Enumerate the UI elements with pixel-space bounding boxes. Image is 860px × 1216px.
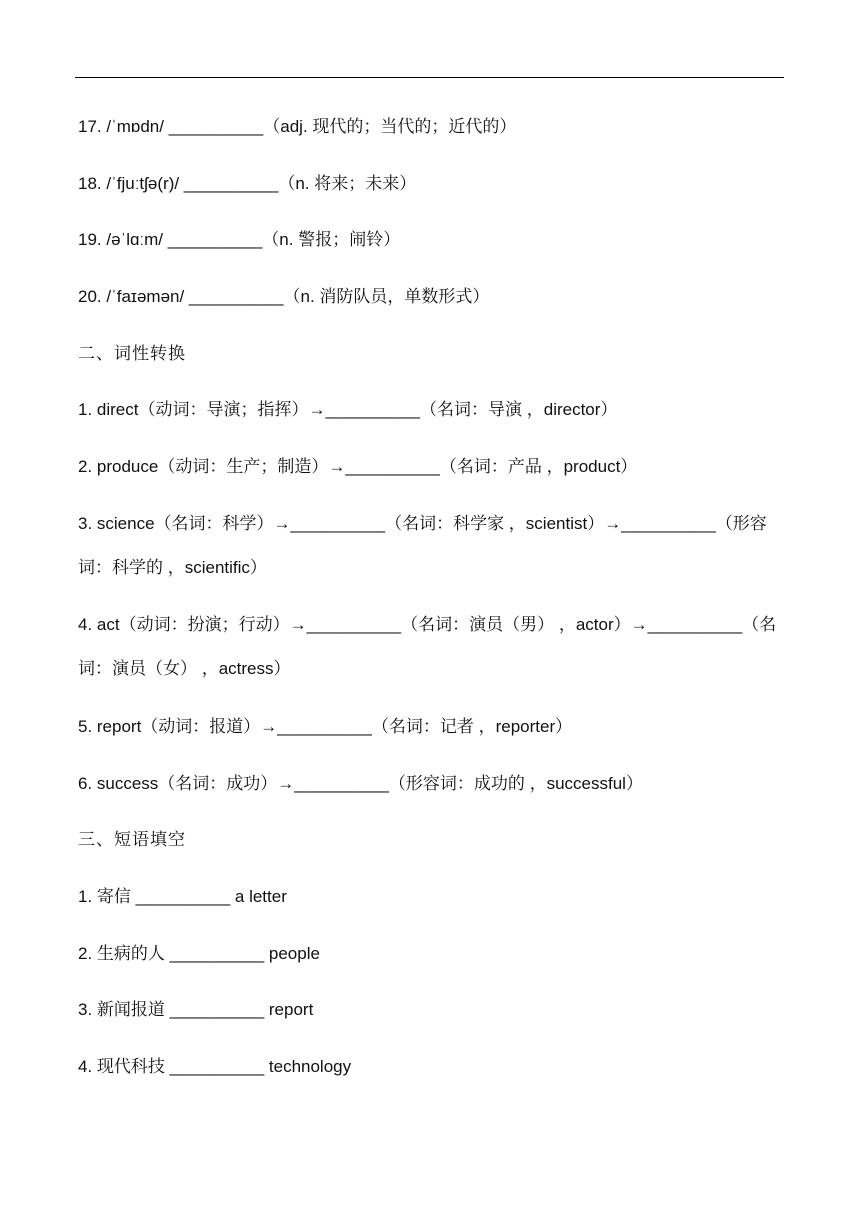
vocab-item-20: 20. /ˈfaɪəmən/ __________（n. 消防队员，单数形式） xyxy=(78,287,490,306)
conversion-item-3: 3. science（名词：科学）→__________（名词：科学家 ，scientist）→__________（形容词：科学的 ，scientific） xyxy=(78,514,767,577)
conversion-item-1: 1. direct（动词：导演；指挥）→__________（名词：导演 ，director） xyxy=(78,400,618,419)
conversion-item-4: 4. act（动词：扮演；行动）→__________（名词：演员（男） ，actor）→__________（名词：演员（女） ，actress） xyxy=(78,615,777,678)
vocab-item-18: 18. /ˈfjuːtʃə(r)/ __________（n. 将来；未来） xyxy=(78,174,417,193)
phrase-item-1: 1. 寄信 __________ a letter xyxy=(78,887,287,906)
conversion-item-2: 2. produce（动词：生产；制造）→__________（名词：产品 ，product） xyxy=(78,457,638,476)
section-heading-word-conversion: 二、词性转换 xyxy=(78,344,186,363)
conversion-item-6: 6. success（名词：成功）→__________（形容词：成功的 ，successful） xyxy=(78,774,643,793)
vocab-item-17: 17. /ˈmɒdn/ __________（adj. 现代的；当代的；近代的） xyxy=(78,117,517,136)
conversion-item-5: 5. report（动词：报道）→__________（名词：记者 ，reporter） xyxy=(78,717,573,736)
vocab-item-19: 19. /əˈlɑːm/ __________（n. 警报；闹铃） xyxy=(78,230,401,249)
section-heading-phrase-fill: 三、短语填空 xyxy=(78,830,186,849)
phrase-item-2: 2. 生病的人 __________ people xyxy=(78,944,320,963)
header-rule xyxy=(75,77,784,78)
phrase-item-3: 3. 新闻报道 __________ report xyxy=(78,1000,314,1019)
phrase-item-4: 4. 现代科技 __________ technology xyxy=(78,1057,352,1076)
